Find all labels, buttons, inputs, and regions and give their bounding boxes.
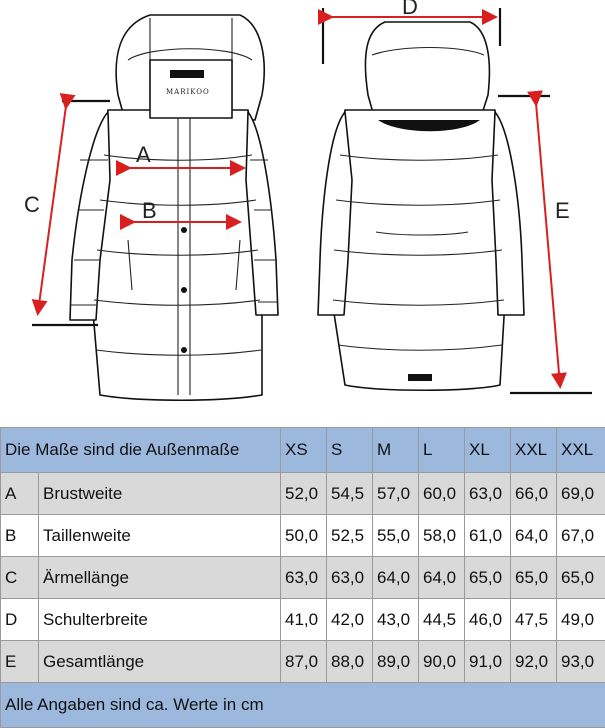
row-code: C <box>1 557 39 599</box>
size-header: XS <box>281 428 327 473</box>
table-cell: 46,0 <box>465 599 511 641</box>
table-cell: 42,0 <box>327 599 373 641</box>
table-cell: 55,0 <box>373 515 419 557</box>
table-cell: 61,0 <box>465 515 511 557</box>
table-row <box>1 557 605 599</box>
row-name: Gesamtlänge <box>39 641 281 683</box>
brand-label: MARIKOO <box>166 88 210 96</box>
size-header: XXL <box>557 428 605 473</box>
size-header: L <box>419 428 465 473</box>
table-cell: 64,0 <box>419 557 465 599</box>
table-cell: 49,0 <box>557 599 605 641</box>
table-cell: 87,0 <box>281 641 327 683</box>
table-cell: 65,0 <box>465 557 511 599</box>
table-cell: 63,0 <box>327 557 373 599</box>
table-cell: 52,5 <box>327 515 373 557</box>
table-cell: 91,0 <box>465 641 511 683</box>
table-row <box>1 641 605 683</box>
label-b: B <box>142 198 157 223</box>
table-cell: 52,0 <box>281 473 327 515</box>
table-cell: 57,0 <box>373 473 419 515</box>
table-cell: 64,0 <box>373 557 419 599</box>
table-cell: 63,0 <box>281 557 327 599</box>
row-code: E <box>1 641 39 683</box>
table-cell: 60,0 <box>419 473 465 515</box>
table-footer-row <box>1 683 605 728</box>
row-name: Ärmellänge <box>39 557 281 599</box>
table-row <box>1 473 605 515</box>
label-a: A <box>136 142 151 167</box>
table-cell: 63,0 <box>465 473 511 515</box>
row-name: Brustweite <box>39 473 281 515</box>
table-cell: 69,0 <box>557 473 605 515</box>
table-caption: Die Maße sind die Außenmaße <box>1 428 281 473</box>
coat-back <box>318 22 524 390</box>
table-cell: 44,5 <box>419 599 465 641</box>
table-cell: 64,0 <box>511 515 557 557</box>
table-cell: 90,0 <box>419 641 465 683</box>
label-c: C <box>24 192 40 217</box>
table-cell: 93,0 <box>557 641 605 683</box>
table-cell: 41,0 <box>281 599 327 641</box>
size-header: M <box>373 428 419 473</box>
table-cell: 65,0 <box>557 557 605 599</box>
table-cell: 88,0 <box>327 641 373 683</box>
row-name: Schulterbreite <box>39 599 281 641</box>
table-cell: 65,0 <box>511 557 557 599</box>
size-header: XXL <box>511 428 557 473</box>
row-name: Taillenweite <box>39 515 281 557</box>
table-cell: 50,0 <box>281 515 327 557</box>
size-header: S <box>327 428 373 473</box>
table-footnote: Alle Angaben sind ca. Werte in cm <box>1 683 605 728</box>
table-cell: 67,0 <box>557 515 605 557</box>
table-row <box>1 599 605 641</box>
table-cell: 58,0 <box>419 515 465 557</box>
label-d: D <box>402 0 418 19</box>
size-header: XL <box>465 428 511 473</box>
row-code: B <box>1 515 39 557</box>
table-cell: 54,5 <box>327 473 373 515</box>
table-cell: 89,0 <box>373 641 419 683</box>
size-table <box>0 427 605 728</box>
row-code: A <box>1 473 39 515</box>
table-cell: 47,5 <box>511 599 557 641</box>
table-cell: 43,0 <box>373 599 419 641</box>
coat-front <box>70 15 278 400</box>
table-cell: 66,0 <box>511 473 557 515</box>
table-row <box>1 515 605 557</box>
row-code: D <box>1 599 39 641</box>
label-e: E <box>555 198 570 223</box>
table-header-row <box>1 428 605 473</box>
table-cell: 92,0 <box>511 641 557 683</box>
